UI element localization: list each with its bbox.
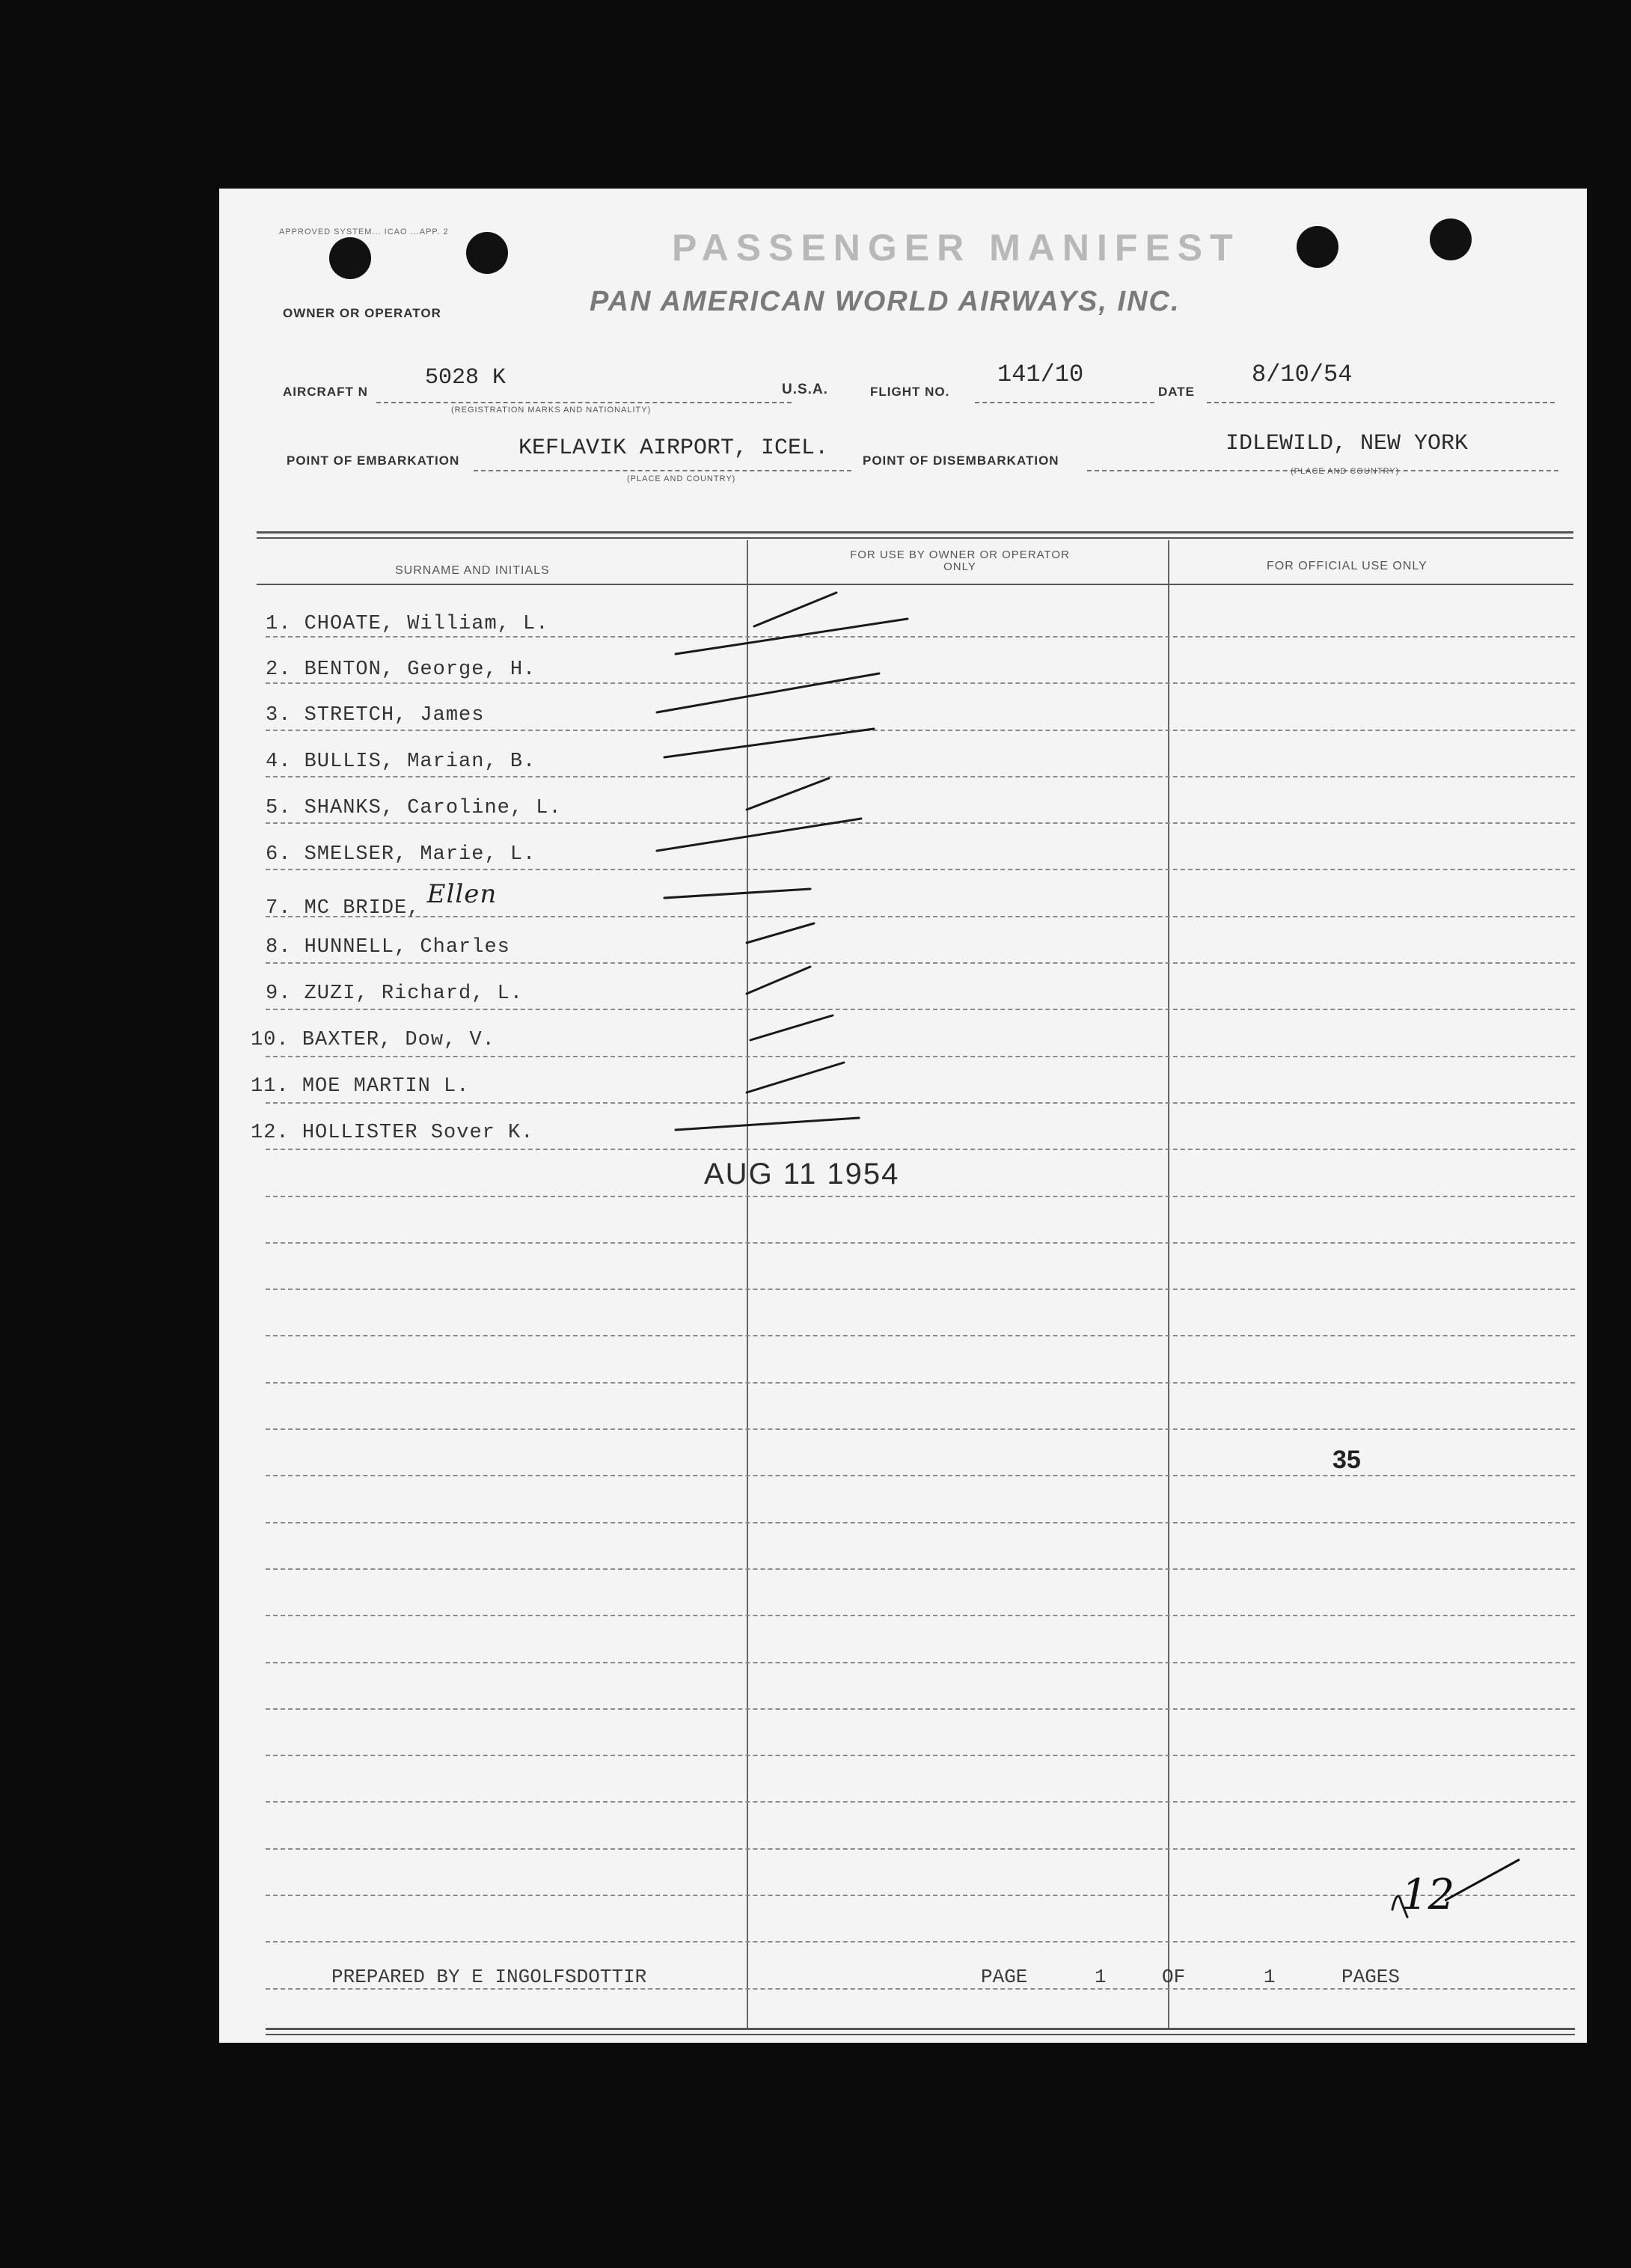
list-item: 4. BULLIS, Marian, B. bbox=[266, 751, 536, 773]
bottom-rule bbox=[266, 2028, 1575, 2030]
form-title: PASSENGER MANIFEST bbox=[672, 227, 1240, 269]
disembark-value: IDLEWILD, NEW YORK bbox=[1225, 431, 1469, 456]
list-item: 7. MC BRIDE, Ellen bbox=[266, 879, 498, 920]
date-value: 8/10/54 bbox=[1252, 361, 1353, 388]
list-item: 11. MOE MARTIN L. bbox=[251, 1075, 470, 1098]
handwritten-correction: Ellen bbox=[426, 879, 498, 909]
embark-caption: (PLACE AND COUNTRY) bbox=[627, 474, 736, 483]
registration-caption: (REGISTRATION MARKS AND NATIONALITY) bbox=[451, 406, 652, 415]
list-item: 8. HUNNELL, Charles bbox=[266, 936, 510, 959]
approval-note: APPROVED SYSTEM... ICAO ...APP. 2 bbox=[279, 227, 449, 236]
owner-label: OWNER OR OPERATOR bbox=[283, 306, 441, 320]
disembark-caption: (PLACE AND COUNTRY) bbox=[1291, 467, 1400, 476]
date-label: DATE bbox=[1158, 385, 1196, 399]
usa-label: U.S.A. bbox=[782, 382, 828, 397]
pages-label: PAGES bbox=[1341, 1966, 1401, 1988]
list-item: 3. STRETCH, James bbox=[266, 704, 485, 727]
check-marks bbox=[219, 189, 1587, 2043]
embark-label: POINT OF EMBARKATION bbox=[287, 453, 460, 468]
total-pages: 1 bbox=[1264, 1966, 1276, 1988]
official-number: 35 bbox=[1332, 1446, 1361, 1474]
column-header-owner-use: FOR USE BY OWNER OR OPERATOR ONLY bbox=[850, 548, 1070, 573]
list-item: 2. BENTON, George, H. bbox=[266, 658, 536, 681]
aircraft-label: AIRCRAFT N bbox=[283, 385, 368, 399]
received-date-stamp: AUG 11 1954 bbox=[704, 1158, 900, 1190]
disembark-label: POINT OF DISEMBARKATION bbox=[863, 453, 1059, 468]
embark-value: KEFLAVIK AIRPORT, ICEL. bbox=[518, 435, 829, 461]
flight-label: FLIGHT NO. bbox=[870, 385, 950, 399]
list-item: 5. SHANKS, Caroline, L. bbox=[266, 797, 562, 819]
list-item: 10. BAXTER, Dow, V. bbox=[251, 1029, 495, 1051]
handwritten-count: 12 bbox=[1401, 1871, 1454, 1919]
manifest-sheet bbox=[219, 189, 1587, 2043]
aircraft-value: 5028 K bbox=[425, 365, 507, 391]
list-item: 9. ZUZI, Richard, L. bbox=[266, 982, 524, 1005]
column-header-surname: SURNAME AND INITIALS bbox=[395, 564, 550, 577]
page-label: PAGE bbox=[981, 1966, 1028, 1988]
column-header-official-use: FOR OFFICIAL USE ONLY bbox=[1267, 560, 1427, 572]
of-label: OF bbox=[1162, 1966, 1186, 1988]
list-item: 12. HOLLISTER Sover K. bbox=[251, 1122, 534, 1144]
prepared-by: PREPARED BY E INGOLFSDOTTIR bbox=[331, 1966, 647, 1988]
list-item: 1. CHOATE, William, L. bbox=[266, 613, 549, 635]
page-number: 1 bbox=[1095, 1966, 1107, 1988]
flight-value: 141/10 bbox=[997, 361, 1084, 388]
owner-value: PAN AMERICAN WORLD AIRWAYS, INC. bbox=[590, 286, 1181, 317]
list-item: 6. SMELSER, Marie, L. bbox=[266, 843, 536, 866]
